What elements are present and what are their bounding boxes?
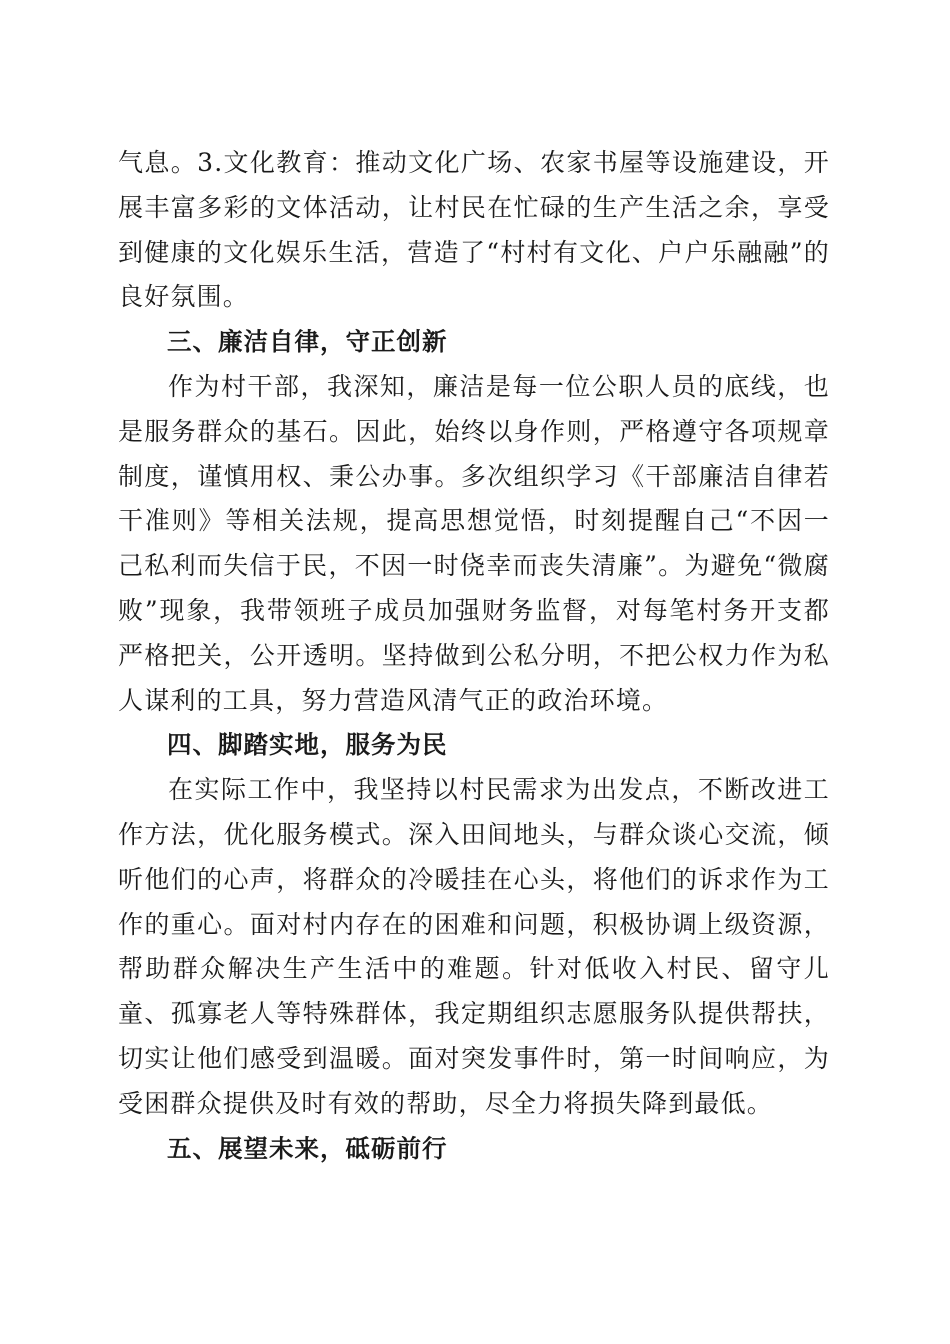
document-body (118, 141, 830, 1171)
section-heading-outlook: 五、展望未来，砥砺前行 (167, 1133, 448, 1163)
section-heading-service: 四、脚踏实地，服务为民 (167, 730, 448, 760)
paragraph-integrity: 作为村干部，我深知，廉洁是每一位公职人员的底线，也是服务群众的基石。因此，始终以身作则，严格遵守各项规章制度，谨慎用权、秉公办事。多次组织学习《干部廉洁自律若干准则》等相关法规，提高思想觉悟，时刻提醒自己“不因一己私利而失信于民，不因一时侥幸而丧失清廉”。为避免“微腐败”现象，我带领班子成员加强财务监督，对每笔村务开支都严格把关，公开透明。坚持做到公私分明，不把公权力作为私人谋利的工具，努力营造风清气正的政治环境。 (118, 371, 830, 715)
paragraph-culture-education: 气息。3.文化教育：推动文化广场、农家书屋等设施建设，开展丰富多彩的文体活动，让村民在忙碌的生产生活之余，享受到健康的文化娱乐生活，营造了“村村有文化、户户乐融融”的良好氛围。 (118, 148, 830, 312)
section-heading-integrity: 三、廉洁自律，守正创新 (167, 327, 448, 357)
paragraph-service: 在实际工作中，我坚持以村民需求为出发点，不断改进工作方法，优化服务模式。深入田间地头，与群众谈心交流，倾听他们的心声，将群众的冷暖挂在心头，将他们的诉求作为工作的重心。面对村内存在的困难和问题，积极协调上级资源，帮助群众解决生产生活中的难题。针对低收入村民、留守儿童、孤寡老人等特殊群体，我定期组织志愿服务队提供帮扶，切实让他们感受到温暖。面对突发事件时，第一时间响应，为受困群众提供及时有效的帮助，尽全力将损失降到最低。 (118, 775, 830, 1118)
